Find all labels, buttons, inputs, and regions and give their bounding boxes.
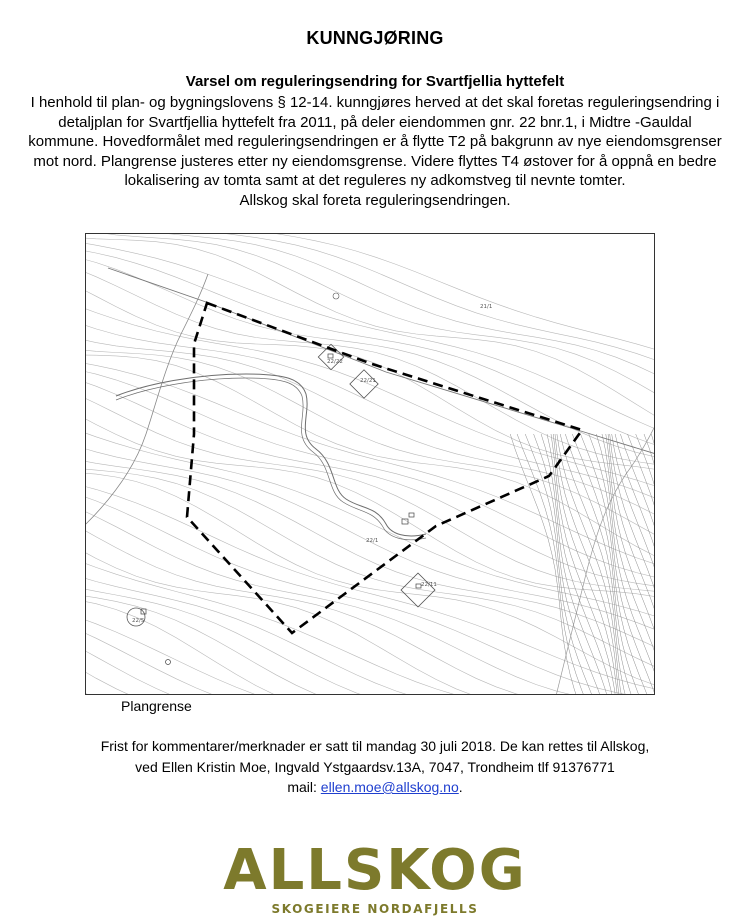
stream-line: [556, 424, 655, 695]
steep-slope-line: [553, 434, 618, 695]
parcel-label: 22/5: [132, 618, 145, 624]
access-road: [116, 374, 426, 536]
notice-subtitle: Varsel om reguleringsendring for Svartfjellia hyttefelt: [185, 73, 565, 90]
legend-plan-boundary: Plangrense: [121, 698, 192, 714]
parcel-label: 22/22: [327, 359, 343, 365]
building: [333, 293, 339, 299]
cabin-lot: [401, 573, 435, 607]
contour-line: [86, 238, 655, 417]
mail-line: [0, 777, 750, 798]
body-line: Allskog skal foreta reguleringsendringen.: [239, 191, 511, 209]
building: [166, 660, 171, 665]
contour-line: [86, 369, 655, 577]
contour-line: [86, 234, 655, 360]
contour-line: [86, 394, 655, 591]
contour-line: [86, 560, 655, 695]
steep-slope-line: [636, 434, 655, 695]
mail-suffix: .: [458, 779, 463, 795]
contour-line: [86, 460, 655, 648]
contour-line: [86, 249, 655, 445]
contact-footer: [0, 736, 750, 798]
contour-line: [86, 473, 655, 686]
contour-line: [86, 322, 655, 498]
steep-slope-line: [534, 434, 604, 695]
deadline-line: Frist for kommentarer/merknader er satt til mandag 30 juli 2018. De kan rettes til Allskog,: [100, 738, 650, 754]
contour-line: [86, 468, 655, 667]
logo-wordmark: ALLSKOG: [223, 838, 527, 903]
email-link[interactable]: ellen.moe@allskog.no: [320, 779, 459, 795]
plan-map-drawing: [86, 234, 655, 695]
stream-line: [86, 274, 208, 524]
plan-map: [85, 233, 655, 695]
contour-line: [86, 269, 655, 465]
contour-lines: [86, 234, 655, 695]
contour-line: [86, 689, 655, 695]
contour-line: [86, 234, 655, 375]
building: [328, 354, 333, 358]
contour-line: [86, 629, 655, 695]
address-line: ved Ellen Kristin Moe, Ingvald Ystgaardsv.13A, 7047, Trondheim tlf 91376771: [135, 758, 615, 775]
notice-body: [12, 93, 738, 211]
contour-line: [86, 305, 655, 486]
body-line: lokalisering av tomta samt at det reguleres ny adkomstveg til nevnte tomter.: [124, 172, 626, 190]
logo-tagline: SKOGEIERE NORDAFJELLS: [271, 902, 479, 916]
parcel-label: 21/1: [480, 304, 493, 310]
steep-slope-lines: [510, 434, 655, 695]
body-line: kommune. Hovedformålet med reguleringsendringen er å flytte T2 på bakgrunn av nye eiendomsgrenser: [28, 133, 722, 151]
parcel-label: 22/11: [421, 582, 437, 588]
contour-line: [86, 414, 655, 597]
steep-slope-line: [551, 434, 616, 695]
steep-slope-line: [560, 434, 627, 695]
steep-slope-line: [565, 434, 634, 695]
contour-line: [86, 234, 655, 394]
parcel-label: 22/21: [360, 378, 376, 384]
steep-slope-line: [510, 434, 579, 695]
contour-line: [86, 617, 655, 696]
allskog-logo: [0, 838, 750, 916]
parcel-label: 22/1: [366, 538, 379, 544]
contour-line: [86, 234, 655, 350]
steep-slope-line: [589, 434, 655, 695]
body-line: mot nord. Plangrense justeres etter ny eiendomsgrense. Videre flyttes T4 østover for å oppnå en bedre: [33, 152, 717, 170]
building: [409, 513, 414, 517]
body-line: I henhold til plan- og bygningslovens § 12-14. kunngjøres herved at det skal foretas reguleringsendring i: [30, 94, 720, 111]
notice-title: KUNNGJØRING: [306, 28, 444, 48]
body-line: detaljplan for Svartfjellia hyttefelt fra 2011, på deler eiendommen gnr. 22 bnr.1, i Midtre -Gauldal: [58, 113, 692, 131]
mail-prefix: mail:: [287, 779, 321, 795]
contour-line: [86, 646, 655, 695]
